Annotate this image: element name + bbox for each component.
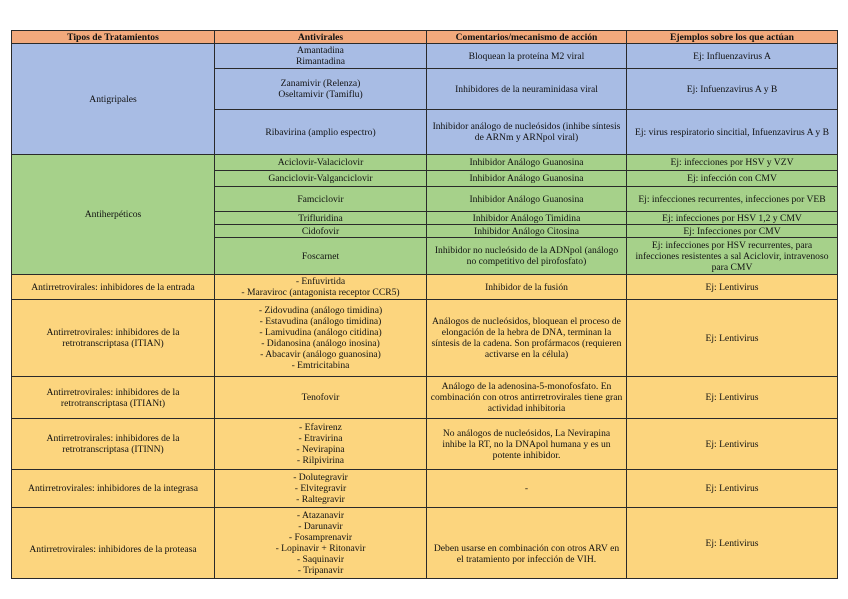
group-antiherpeticos: Antiherpéticos — [12, 155, 215, 275]
antivirales-cell: Famciclovir — [215, 187, 427, 212]
table-row — [12, 44, 838, 69]
mecanismo-cell: Inhibidor Análogo Guanosina — [427, 187, 627, 212]
ejemplos-cell: Ej: infecciones recurrentes, infecciones por VEB — [627, 187, 838, 212]
antivirales-cell: Aciclovir-Valaciclovir — [215, 155, 427, 171]
header-mecanismo: Comentarios/mecanismo de acción — [427, 31, 627, 44]
table-row — [12, 155, 838, 171]
antivirales-cell: Ribavirina (amplio espectro) — [215, 110, 427, 155]
table-row — [12, 275, 838, 300]
ejemplos-cell: Ej: Lentivirus — [627, 275, 838, 300]
header-antivirales: Antivirales — [215, 31, 427, 44]
mecanismo-cell: Bloquean la proteína M2 viral — [427, 44, 627, 69]
tipo-cell: Antirretrovirales: inhibidores de la retrotranscriptasa (ITIAN) — [12, 300, 215, 377]
mecanismo-cell: No análogos de nucleósidos, La Nevirapina inhibe la RT, no la DNApol humana y es un potente inhibidor. — [427, 419, 627, 470]
mecanismo-cell: Inhibidor Análogo Guanosina — [427, 171, 627, 187]
ejemplos-cell: Ej: Lentivirus — [627, 419, 838, 470]
antivirales-cell: - Atazanavir - Darunavir - Fosamprenavir - Lopinavir + Ritonavir - Saquinavir - Tripanavir — [215, 508, 427, 579]
antivirales-cell: Amantadina Rimantadina — [215, 44, 427, 69]
antivirales-cell: - Enfuvirtida - Maraviroc (antagonista receptor CCR5) — [215, 275, 427, 300]
table-row — [12, 300, 838, 377]
ejemplos-cell: Ej: infección con CMV — [627, 171, 838, 187]
mecanismo-cell: Análogo de la adenosina-5-monofosfato. En combinación con otros antirretrovirales tiene gran actividad inhibitoria — [427, 377, 627, 419]
table-row — [12, 419, 838, 470]
mecanismo-cell: Inhibidor de la fusión — [427, 275, 627, 300]
mecanismo-cell: Inhibidor análogo de nucleósidos (inhibe síntesis de ARNm y ARNpol viral) — [427, 110, 627, 155]
antivirales-cell: Trifluridina — [215, 212, 427, 225]
antivirales-cell: - Zidovudina (análogo timidina) - Estavudina (análogo timidina) - Lamivudina (análogo citidina) - Didanosina (análogo inosina) - Abacavir (análogo guanosina) - Emtricitabina — [215, 300, 427, 377]
mecanismo-cell: Análogos de nucleósidos, bloquean el proceso de elongación de la hebra de DNA, terminan la síntesis de la cadena. Son profármacos (requieren activarse en la célula) — [427, 300, 627, 377]
ejemplos-cell: Ej: Lentivirus — [627, 377, 838, 419]
group-antigripales: Antigripales — [12, 44, 215, 155]
header-row — [12, 31, 838, 44]
antivirales-cell: - Dolutegravir - Elvitegravir - Raltegravir — [215, 470, 427, 508]
ejemplos-cell: Ej: infecciones por HSV recurrentes, para infecciones resistentes a sal Aciclovir, intravenoso para CMV — [627, 238, 838, 275]
header-tipos: Tipos de Tratamientos — [12, 31, 215, 44]
mecanismo-cell: Inhibidor Análogo Timidina — [427, 212, 627, 225]
tipo-cell: Antirretrovirales: inhibidores de la retrotranscriptasa (ITIANt) — [12, 377, 215, 419]
tipo-cell: Antirretrovirales: inhibidores de la retrotranscriptasa (ITINN) — [12, 419, 215, 470]
antivirales-cell: Foscarnet — [215, 238, 427, 275]
ejemplos-cell: Ej: infecciones por HSV y VZV — [627, 155, 838, 171]
header-ejemplos: Ejemplos sobre los que actúan — [627, 31, 838, 44]
antivirales-cell: Cidofovir — [215, 225, 427, 238]
antiviral-treatments-table — [11, 30, 838, 579]
mecanismo-cell: Inhibidor no nucleósido de la ADNpol (análogo no competitivo del pirofosfato) — [427, 238, 627, 275]
mecanismo-cell: Deben usarse en combinación con otros ARV en el tratamiento por infección de VIH. — [427, 508, 627, 579]
antivirales-cell: Tenofovir — [215, 377, 427, 419]
antivirales-cell: - Efavirenz - Etravirina - Nevirapina - Rilpivirina — [215, 419, 427, 470]
mecanismo-cell: Inhibidores de la neuraminidasa viral — [427, 69, 627, 110]
mecanismo-cell: Inhibidor Análogo Citosina — [427, 225, 627, 238]
ejemplos-cell: Ej: Lentivirus — [627, 470, 838, 508]
ejemplos-cell: Ej: Lentivirus — [627, 300, 838, 377]
ejemplos-cell: Ej: Lentivirus — [627, 508, 838, 579]
antivirales-cell: Zanamivir (Relenza) Oseltamivir (Tamiflu) — [215, 69, 427, 110]
ejemplos-cell: Ej: Infuenzavirus A y B — [627, 69, 838, 110]
antivirales-cell: Ganciclovir-Valganciclovir — [215, 171, 427, 187]
ejemplos-cell: Ej: Influenzavirus A — [627, 44, 838, 69]
ejemplos-cell: Ej: virus respiratorio sincitial, Infuenzavirus A y B — [627, 110, 838, 155]
table-row — [12, 508, 838, 579]
tipo-cell: Antirretrovirales: inhibidores de la integrasa — [12, 470, 215, 508]
mecanismo-cell: Inhibidor Análogo Guanosina — [427, 155, 627, 171]
tipo-cell: Antirretrovirales: inhibidores de la entrada — [12, 275, 215, 300]
mecanismo-cell: - — [427, 470, 627, 508]
table-row — [12, 377, 838, 419]
table-row — [12, 470, 838, 508]
tipo-cell: Antirretrovirales: inhibidores de la proteasa — [12, 508, 215, 579]
ejemplos-cell: Ej: infecciones por HSV 1,2 y CMV — [627, 212, 838, 225]
ejemplos-cell: Ej: Infecciones por CMV — [627, 225, 838, 238]
